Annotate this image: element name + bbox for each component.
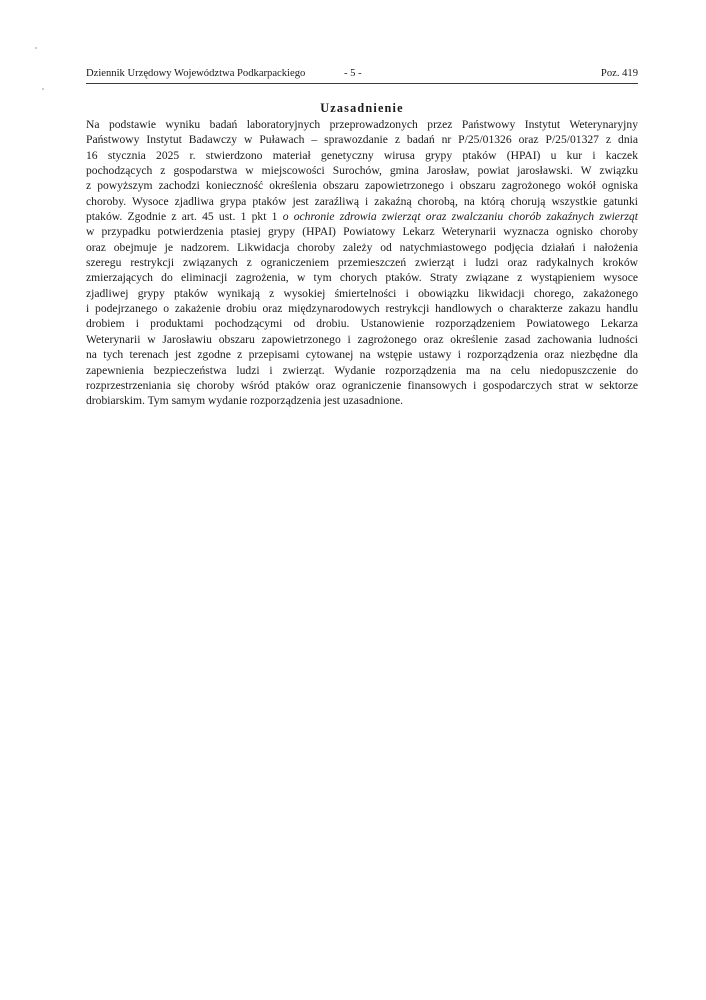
paragraph-line: szeregu restrykcji związanych z ograniczeniem przemieszczeń zwierząt i ludzi oraz radykalnych kroków: [86, 256, 638, 270]
paragraph-line: pochodzących z gospodarstwa w miejscowości Surochów, gmina Jarosław, powiat jarosławski. W związku: [86, 164, 638, 178]
paragraph-line: zmierzających do eliminacji zagrożenia, w tym chorych ptaków. Straty związane z wystąpieniem wysoce: [86, 271, 638, 285]
paragraph-line: z powyższym zachodzi konieczność określenia obszaru zapowietrzonego i obszaru zagrożonego wokół ogniska: [86, 179, 638, 193]
act-title: o ochronie zdrowia zwierząt oraz zwalczaniu chorób zakaźnych zwierząt: [282, 210, 638, 224]
journal-name: Dziennik Urzędowy Województwa Podkarpackiego: [86, 68, 306, 79]
header-rule: [86, 83, 638, 84]
page-number: - 5 -: [344, 68, 362, 79]
article-reference: ptaków. Zgodnie z art. 45 ust. 1 pkt 1: [86, 210, 278, 224]
paragraph-line: zapewnienia bezpieczeństwa ludzi i zwierząt. Wydanie rozporządzenia ma na celu niedopuszczenie do: [86, 363, 638, 377]
paragraph-line: oraz obejmuje je nadzorem. Likwidacja choroby zależy od natychmiastowego podjęcia działań i nałożenia: [86, 240, 638, 254]
paragraph-line: Na podstawie wyniku badań laboratoryjnych przeprowadzonych przez Państwowy Instytut Weterynaryjny: [86, 118, 638, 131]
scan-speck: [35, 47, 37, 49]
justification-paragraph: [86, 117, 638, 409]
paragraph-line-last: drobiarskim. Tym samym wydanie rozporządzenia jest uzasadnione.: [86, 394, 404, 408]
paragraph-line: Państwowy Instytut Badawczy w Puławach – sprawozdanie z badań nr P/25/01326 oraz P/25/01327 z dnia: [86, 133, 638, 147]
paragraph-line: zjadliwej grypy ptaków wynikają z wysokiej śmiertelności i obowiązku likwidacji chorego, zakażonego: [86, 286, 638, 300]
page-header: [86, 67, 638, 81]
paragraph-line: rozprzestrzeniania się choroby wśród ptaków oraz ograniczenie finansowych i gospodarczych strat w sektorze: [86, 378, 638, 392]
paragraph-line: drobiem i produktami pochodzącymi od drobiu. Ustanowienie rozporządzeniem Powiatowego Lekarza: [86, 317, 638, 331]
section-title: Uzasadnienie: [320, 101, 404, 115]
paragraph-line: choroby. Wysoce zjadliwa grypa ptaków jest zaraźliwą i zakaźną chorobą, na którą chorują wszystkie gatunki: [86, 194, 638, 208]
paragraph-line: na tych terenach jest zgodne z przepisami cytowanej na wstępie ustawy i rozporządzenia oraz niezbędne dla: [86, 348, 638, 362]
paragraph-line-with-act-title: [86, 209, 638, 224]
paragraph-line: 16 stycznia 2025 r. stwierdzono materiał genetyczny wirusa grypy ptaków (HPAI) u kur i kaczek: [86, 148, 638, 162]
paragraph-line: Weterynarii w Jarosławiu obszaru zapowietrzonego i zagrożonego oraz określenie zasad zachowania ludności: [86, 332, 638, 346]
paragraph-line: i podejrzanego o zakażenie drobiu oraz międzynarodowych restrykcji handlowych o charakterze zakazu handlu: [86, 302, 638, 316]
paragraph-line: w przypadku potwierdzenia ptasiej grypy (HPAI) Powiatowy Lekarz Weterynarii wyznacza ognisko choroby: [86, 225, 638, 239]
scan-speck: [42, 88, 44, 90]
position-number: Poz. 419: [600, 68, 638, 79]
